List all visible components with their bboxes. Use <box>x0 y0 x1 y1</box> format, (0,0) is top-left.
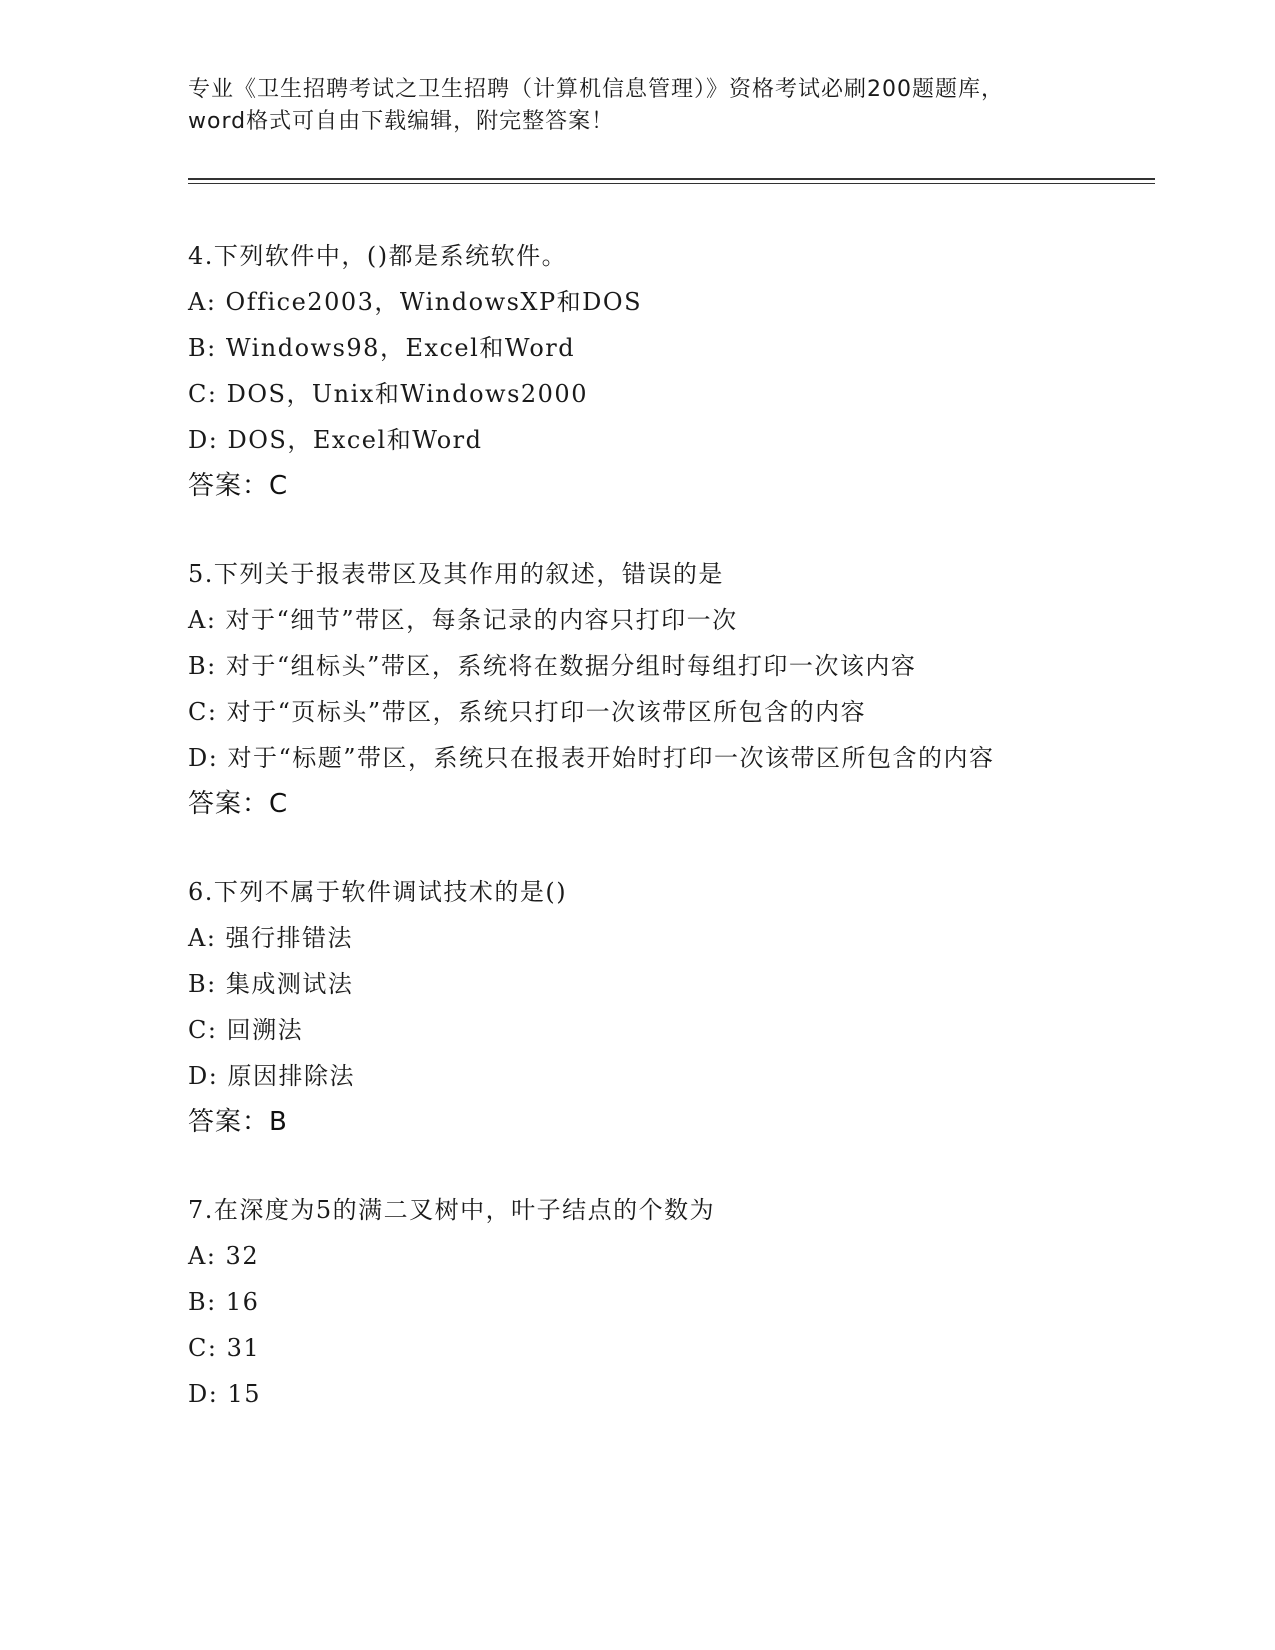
question-item <box>188 551 1088 827</box>
option-a: A: 对于“细节”带区，每条记录的内容只打印一次 <box>188 606 738 634</box>
question-item <box>188 233 1088 509</box>
option-a: A: 32 <box>188 1242 260 1270</box>
option-d: D: 15 <box>188 1380 261 1408</box>
option-a: A: 强行排错法 <box>188 924 354 952</box>
question-stem: 4.下列软件中，()都是系统软件。 <box>188 242 568 270</box>
option-d: D: 对于“标题”带区，系统只在报表开始时打印一次该带区所包含的内容 <box>188 744 995 772</box>
option-c: C: 31 <box>188 1334 261 1362</box>
header-line-1: 专业《卫生招聘考试之卫生招聘（计算机信息管理）》资格考试必刷200题题库， <box>188 77 1004 102</box>
option-b: B: Windows98，Excel和Word <box>188 334 576 362</box>
option-b: B: 集成测试法 <box>188 970 354 998</box>
document-header <box>188 74 1088 138</box>
option-a: A: Office2003，WindowsXP和DOS <box>188 288 643 316</box>
question-stem: 5.下列关于报表带区及其作用的叙述，错误的是 <box>188 560 724 588</box>
answer-label: 答案：B <box>188 1107 288 1137</box>
question-stem: 6.下列不属于软件调试技术的是() <box>188 878 568 906</box>
question-item <box>188 1187 1088 1417</box>
header-line-2: word格式可自由下载编辑，附完整答案！ <box>188 109 615 134</box>
option-c: C: DOS，Unix和Windows2000 <box>188 380 588 408</box>
header-divider <box>188 178 1155 184</box>
question-list <box>188 233 1088 1459</box>
option-d: D: DOS，Excel和Word <box>188 426 483 454</box>
option-c: C: 回溯法 <box>188 1016 304 1044</box>
question-item <box>188 869 1088 1145</box>
option-d: D: 原因排除法 <box>188 1062 355 1090</box>
option-b: B: 对于“组标头”带区，系统将在数据分组时每组打印一次该内容 <box>188 652 917 680</box>
answer-label: 答案：C <box>188 789 289 819</box>
option-c: C: 对于“页标头”带区，系统只打印一次该带区所包含的内容 <box>188 698 867 726</box>
answer-label: 答案：C <box>188 471 289 501</box>
question-stem: 7.在深度为5的满二叉树中，叶子结点的个数为 <box>188 1196 716 1224</box>
option-b: B: 16 <box>188 1288 260 1316</box>
